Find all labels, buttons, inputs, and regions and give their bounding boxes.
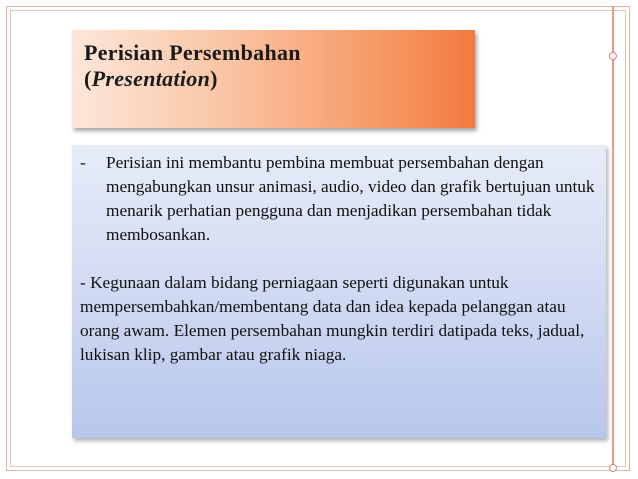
slide-title-box (72, 30, 475, 128)
side-decorative-dot-top (609, 52, 617, 60)
title-paren-open: ( (84, 66, 92, 91)
slide-title-line-2 (84, 66, 463, 92)
title-italic-term: Presentation (91, 66, 211, 91)
bullet-marker: - (80, 153, 86, 172)
bullet-text: Perisian ini membantu pembina membuat persembahan dengan mengabungkan unsur animasi, audio, video dan grafik bertujuan untuk menarik perhatian pengguna dan menjadikan persembahan tidak membosankan. (106, 153, 595, 244)
content-paragraph: - Kegunaan dalam bidang perniagaan seperti digunakan untuk mempersembahkan/membentang data dan idea kepada pelanggan atau orang awam. Elemen persembahan mungkin terdiri datipada teks, jadual, lukisan klip, gambar atau grafik niaga. (80, 273, 585, 364)
slide-content-box (72, 145, 606, 438)
content-bullet-item (80, 151, 596, 247)
slide-title-line-1: Perisian Persembahan (84, 40, 301, 65)
side-decorative-rule (612, 6, 614, 472)
title-paren-close: ) (210, 66, 218, 91)
side-decorative-dot-bottom (609, 464, 617, 472)
